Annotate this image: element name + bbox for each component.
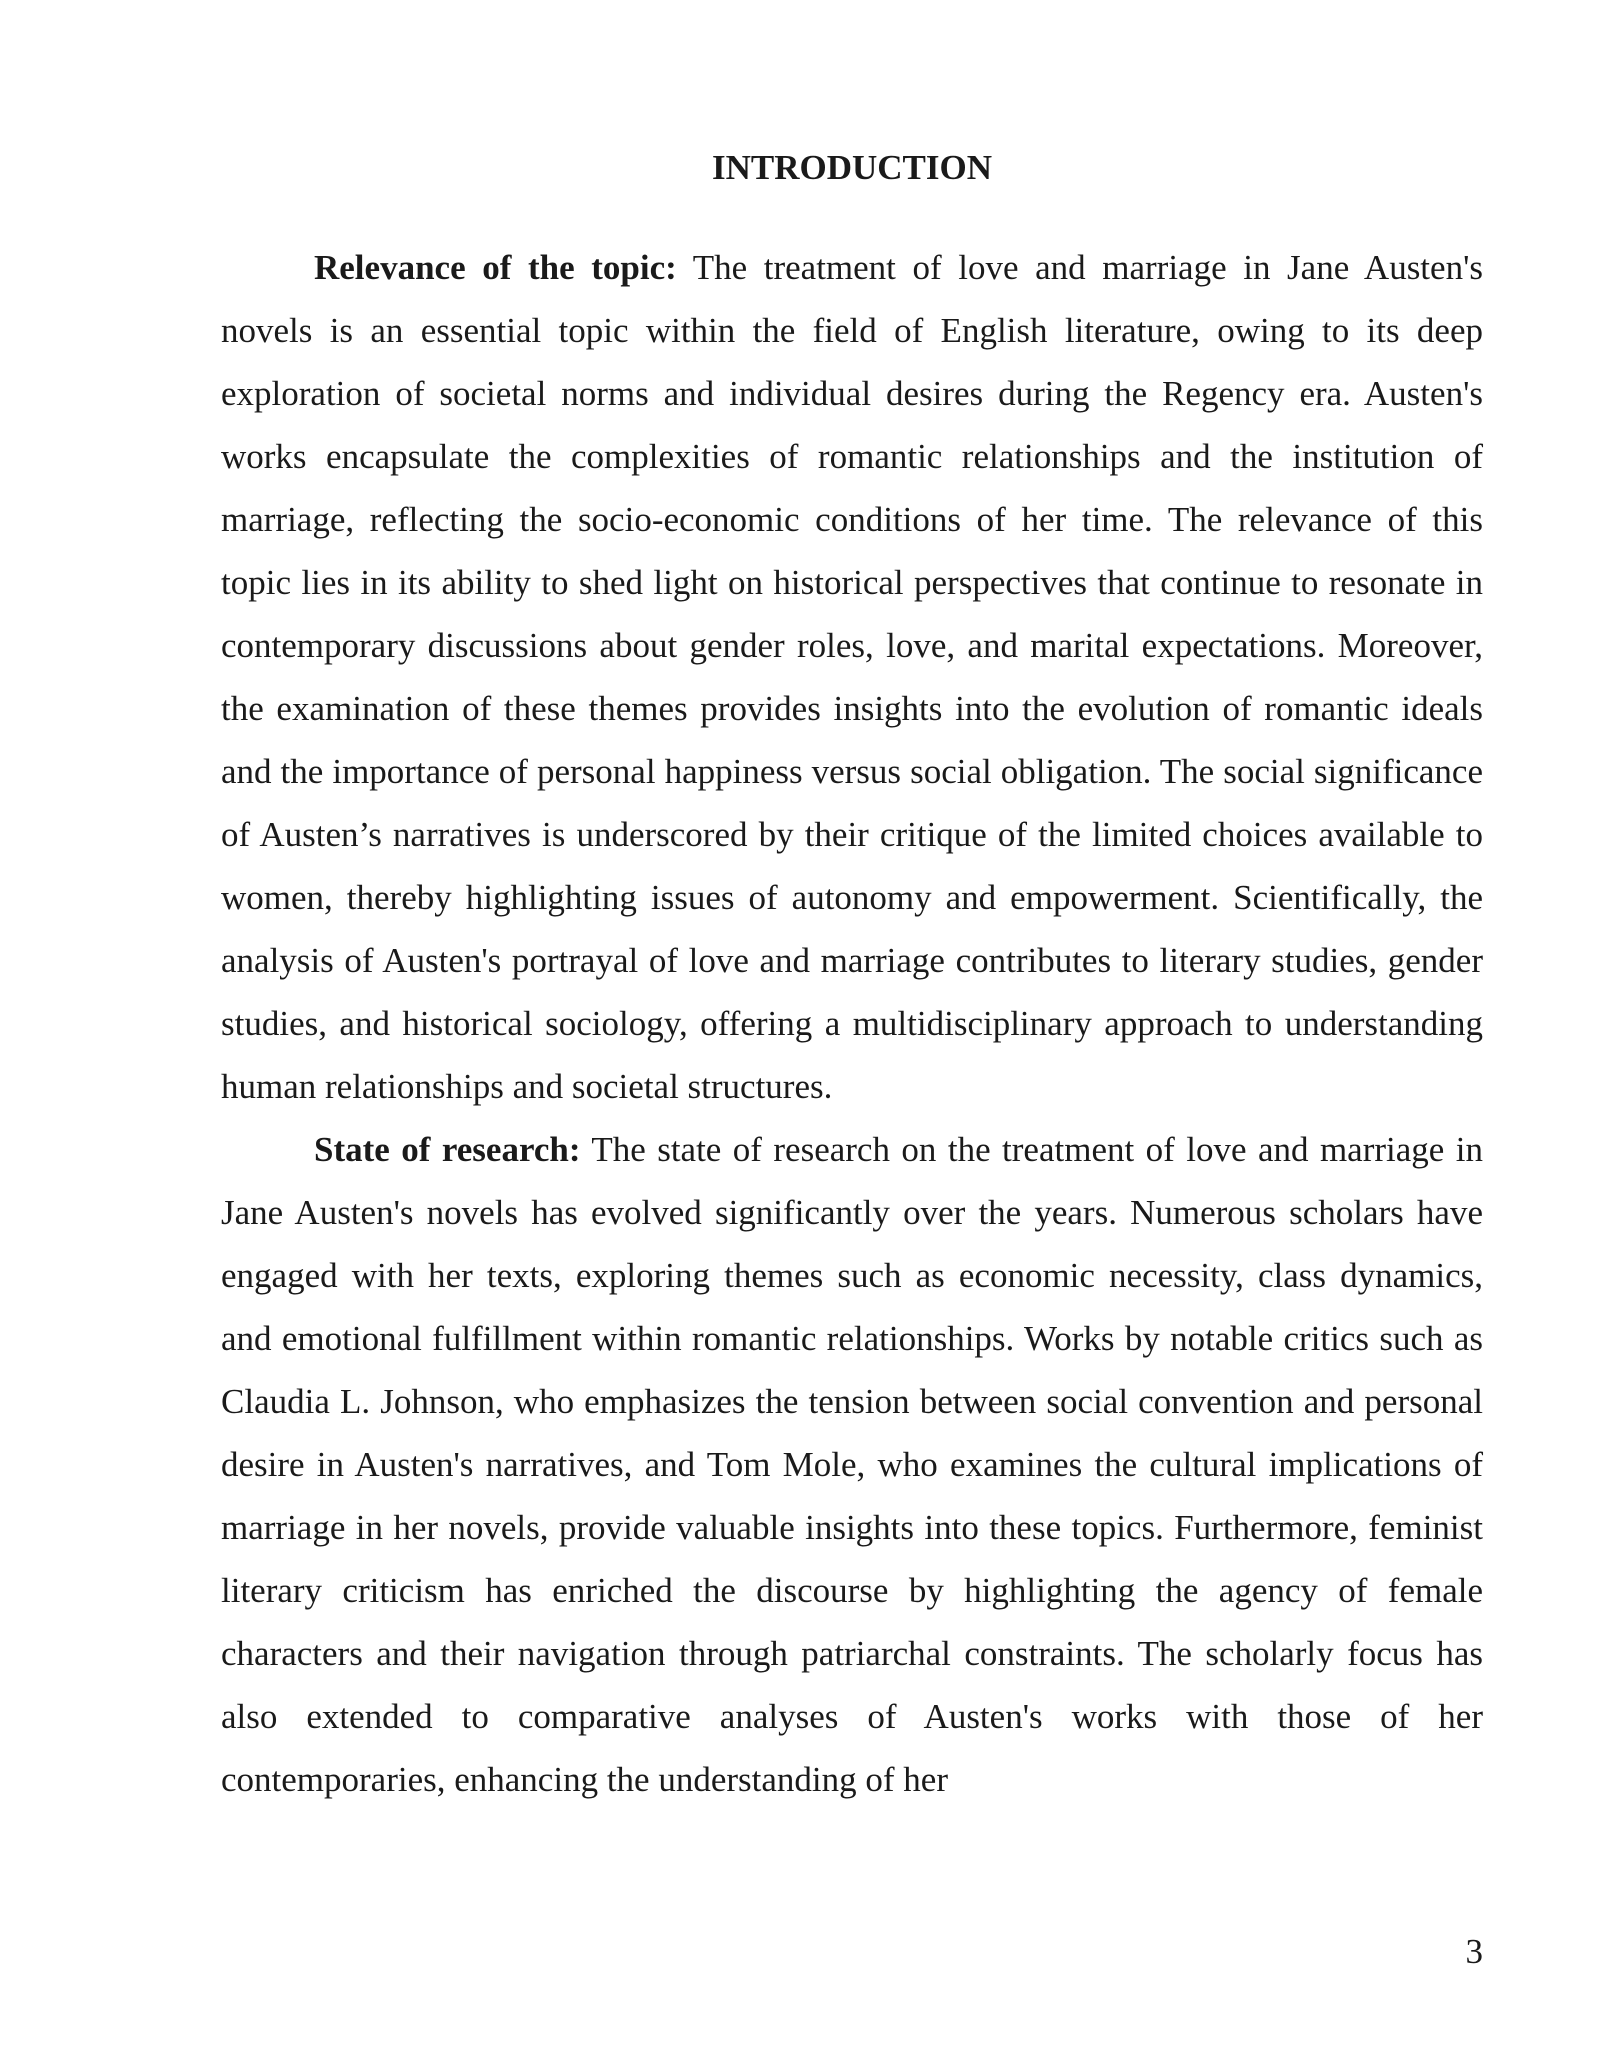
paragraph-lead-state-of-research: State of research: bbox=[314, 1130, 581, 1169]
paragraph-lead-relevance: Relevance of the topic: bbox=[314, 248, 677, 287]
body-text bbox=[221, 236, 1483, 1811]
page-title: INTRODUCTION bbox=[711, 148, 993, 187]
paragraph-relevance bbox=[221, 236, 1483, 1118]
paragraph-state-of-research bbox=[221, 1118, 1483, 1811]
paragraph-text-relevance: The treatment of love and marriage in Jane Austen's novels is an essential topic within the field of English literature, owing to its deep exploration of societal norms and individual desires during the Regency era. Austen's works encapsulate the complexities of romantic relationships and the institution of marriage, reflecting the socio-economic conditions of her time. The relevance of this topic lies in its ability to shed light on historical perspectives that continue to resonate in contemporary discussions about gender roles, love, and marital expectations. Moreover, the examination of these themes provides insights into the evolution of romantic ideals and the importance of personal happiness versus social obligation. The social significance of Austen’s narratives is underscored by their critique of the limited choices available to women, thereby highlighting issues of autonomy and empowerment. Scientifically, the analysis of Austen's portrayal of love and marriage contributes to literary studies, gender studies, and historical sociology, offering a multidisciplinary approach to understanding human relationships and societal structures. bbox=[221, 248, 1483, 1106]
page-number: 3 bbox=[1465, 1932, 1483, 1971]
paragraph-text-state-of-research: The state of research on the treatment of love and marriage in Jane Austen's novels has evolved significantly over the years. Numerous scholars have engaged with her texts, exploring themes such as economic necessity, class dynamics, and emotional fulfillment within romantic relationships. Works by notable critics such as Claudia L. Johnson, who emphasizes the tension between social convention and personal desire in Austen's narratives, and Tom Mole, who examines the cultural implications of marriage in her novels, provide valuable insights into these topics. Furthermore, feminist literary criticism has enriched the discourse by highlighting the agency of female characters and their navigation through patriarchal constraints. The scholarly focus has also extended to comparative analyses of Austen's works with those of her contemporaries, enhancing the understanding of her bbox=[221, 1130, 1483, 1799]
